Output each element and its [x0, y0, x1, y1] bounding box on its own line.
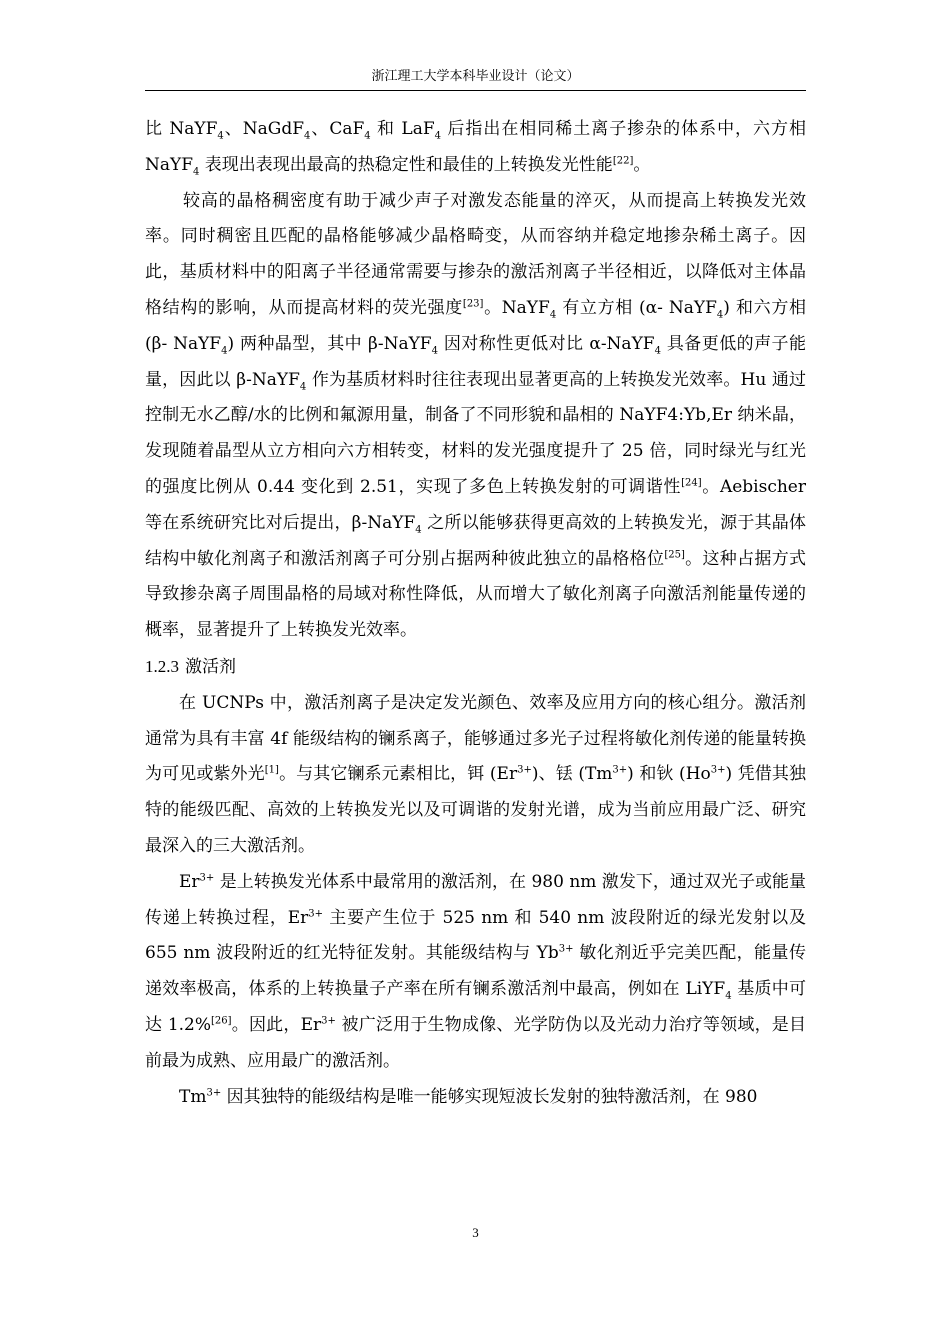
text-run: 因对称性更低对比 α-NaYF — [437, 333, 655, 354]
superscript: [23] — [462, 298, 484, 310]
text-run: )、铥 (Tm — [531, 764, 613, 785]
text-run: 基质中可达 1.2% — [145, 979, 806, 1035]
subscript: 4 — [654, 345, 661, 357]
superscript: 3+ — [612, 764, 628, 776]
text-run: 被广泛用于生物成像、光学防伪以及光动力治疗等领域，是目前最为成熟、应用最广的激活剂。 — [145, 1014, 806, 1071]
text-run: ) 凭借其独特的能级匹配、高效的上转换发光以及可调谐的发射光谱，成为当前应用最广泛、研究最深入的三大激活剂。 — [145, 764, 806, 856]
text-run: 。 — [633, 154, 651, 175]
page-body — [145, 112, 806, 1115]
text-run: Er — [179, 871, 200, 892]
subscript: 4 — [716, 309, 724, 321]
paragraph — [145, 1080, 806, 1116]
superscript: [26] — [211, 1015, 232, 1027]
subscript: 4 — [431, 345, 438, 357]
text-run: 有立方相 (α- NaYF — [556, 297, 717, 318]
superscript: 3+ — [206, 1086, 222, 1098]
subscript: 4 — [364, 130, 371, 142]
superscript: 3+ — [199, 872, 215, 884]
text-run: 表现出表现出最高的热稳定性和最佳的上转换发光性能 — [199, 154, 613, 175]
text-run: 主要产生位于 525 nm 和 540 nm 波段附近的绿光发射以及 655 nm 波段附近的红光特征发射。其能级结构与 Yb — [145, 907, 806, 964]
text-run: 敏化剂近乎完美匹配，能量传递效率极高，体系的上转换量子产率在所有镧系激活剂中最高，例如在 LiYF — [145, 943, 806, 1000]
text-run: 具备更低的声子能量，因此以 β-NaYF — [145, 333, 807, 390]
subscript: 4 — [193, 166, 200, 178]
paragraph — [145, 184, 806, 649]
subscript: 4 — [415, 524, 422, 536]
superscript: 3+ — [308, 907, 323, 919]
page-number: 3 — [472, 1225, 479, 1240]
superscript: [24] — [681, 477, 702, 489]
paragraph — [145, 112, 806, 184]
paragraph — [145, 865, 806, 1080]
text-run: 因其独特的能级结构是唯一能够实现短波长发射的独特激活剂，在 980 — [221, 1086, 758, 1107]
text-run: 后指出在相同稀土离子掺杂的体系中，六方相 NaYF — [145, 119, 806, 175]
text-run: 。因此，Er — [231, 1014, 322, 1035]
superscript: 3+ — [517, 764, 532, 776]
text-run: 和 LaF — [370, 119, 435, 139]
text-run: 。这种占据方式导致掺杂离子周围晶格的局域对称性降低，从而增大了敏化剂离子向激活剂能量传递的概率，显著提升了上转换发光效率。 — [145, 548, 807, 641]
superscript: [25] — [664, 548, 685, 560]
header-rule — [145, 90, 806, 91]
section-number: 1.2.3 — [145, 656, 179, 676]
page-header: 浙江理工大学本科毕业设计（论文） — [371, 69, 580, 84]
text-run: ) 和钬 (Ho — [627, 764, 711, 785]
text-run: 比 NaYF — [145, 119, 218, 139]
text-run: 在 UCNPs 中，激活剂离子是决定发光颜色、效率及应用方向的核心组分。激活剂通常为具有丰富 4f 能级结构的镧系离子，能够通过多光子过程将敏化剂传递的能量转换为可见或紫外光 — [145, 692, 806, 785]
text-run: 、NaGdF — [223, 119, 304, 139]
subscript: 4 — [299, 380, 307, 392]
superscript: [22] — [612, 155, 634, 167]
superscript: 3+ — [558, 943, 574, 955]
subscript: 4 — [217, 130, 224, 142]
section-heading — [145, 649, 806, 686]
paragraph — [145, 686, 806, 865]
text-run: 。NaYF — [483, 297, 550, 318]
text-run: 。Aebischer 等在系统研究比对后提出，β-NaYF — [145, 476, 806, 533]
subscript: 4 — [304, 130, 311, 142]
superscript: 3+ — [321, 1015, 336, 1027]
superscript: [1] — [264, 764, 279, 776]
text-run: 。与其它镧系元素相比，铒 (Er — [278, 764, 518, 785]
text-run: 之所以能够获得更高效的上转换发光，源于其晶体结构中敏化剂离子和激活剂离子可分别占据两种彼此独立的晶格格位 — [145, 512, 806, 569]
subscript: 4 — [725, 990, 732, 1002]
text-run: 是上转换发光体系中最常用的激活剂，在 980 nm 激发下，通过双光子或能量传递上转换过程，Er — [145, 871, 806, 928]
subscript: 4 — [434, 130, 441, 142]
text-run: 较高的晶格稠密度有助于减少声子对激发态能量的淬灭，从而提高上转换发光效率。同时稠密且匹配的晶格能够减少晶格畸变，从而容纳并稳定地掺杂稀土离子。因此，基质材料中的阳离子半径通常需要与掺杂的激活剂离子半径相近，以降低对主体晶格结构的影响，从而提高材料的荧光强度 — [145, 190, 806, 318]
text-run: 、CaF — [310, 119, 365, 139]
text-run: ) 和六方相 (β- NaYF — [145, 297, 806, 354]
section-title: 激活剂 — [185, 656, 236, 677]
subscript: 4 — [549, 309, 557, 321]
text-run: Tm — [179, 1086, 207, 1107]
text-run: ) 两种晶型，其中 β-NaYF — [227, 333, 432, 354]
superscript: 3+ — [710, 764, 726, 776]
subscript: 4 — [221, 345, 228, 357]
text-run: 作为基质材料时往往表现出显著更高的上转换发光效率。Hu 通过控制无水乙醇/水的比例和氟源用量，制备了不同形貌和晶相的 NaYF4:Yb,Er 纳米晶，发现随着晶型从立方相向六方相转变，材料的发光强度提升了 25 倍，同时绿光与红光的强度比例从 0.44 变化到 2.51，实现了多色上转换发射的可调谐性 — [145, 369, 806, 497]
